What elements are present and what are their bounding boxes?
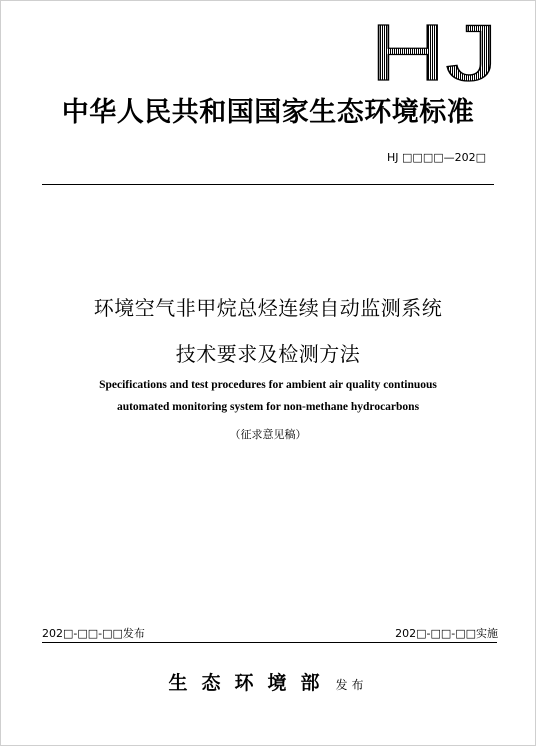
en-title-line-2: automated monitoring system for non-methane hydrocarbons [116,401,420,413]
logo-text: HJ [370,16,498,86]
standard-number: HJ □□□□—202□ [387,151,486,164]
publisher [0,668,536,695]
cn-title-line-1: 环境空气非甲烷总烃连续自动监测系统 [93,296,443,320]
implementation-date: 202□-□□-□□实施 [395,627,498,640]
top-divider [42,184,494,185]
main-title: 中华人民共和国国家生态环境标准 [61,97,475,128]
publisher-suffix: 发布 [335,678,368,692]
bottom-divider [42,642,497,643]
cn-title-line-2: 技术要求及检测方法 [175,342,361,366]
publisher-name: 生态环境部 [168,672,334,694]
hj-logo [364,16,504,86]
en-title-line-1: Specifications and test procedures for ambient air quality continuous [99,379,437,391]
draft-note: （征求意见稿） [229,428,307,441]
release-date: 202□-□□-□□发布 [42,627,145,640]
